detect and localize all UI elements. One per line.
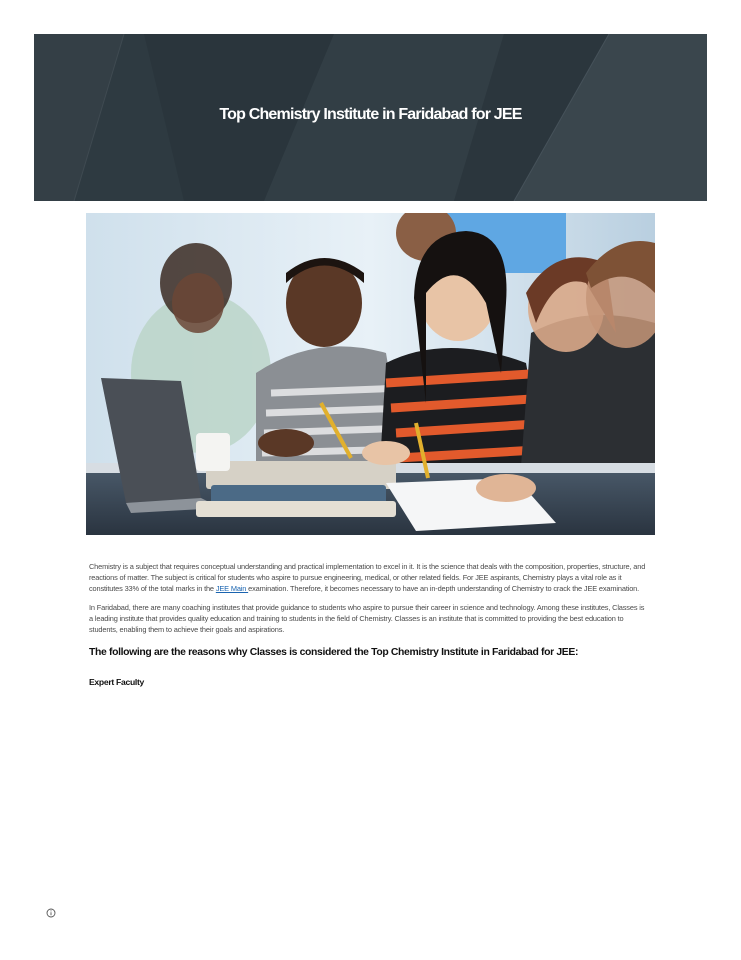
- classroom-photo: [86, 213, 655, 535]
- expert-faculty-heading: Expert Faculty: [89, 677, 145, 687]
- faridabad-paragraph: In Faridabad, there are many coaching institutes that provide guidance to students who aspire to pursue their career in science and technology. Among these institutes, Classes is a leading institute that provides quality education and training to students in the field of Chemistry. Classes is an institute that is committed to providing the best education to students, enabling them to achieve their goals and aspirations.: [89, 603, 645, 634]
- hero-image: [86, 213, 655, 535]
- reasons-subheading: The following are the reasons why Classes is considered the Top Chemistry Institute in Faridabad for JEE:: [89, 647, 579, 658]
- intro-text: Chemistry is a subject that requires conceptual understanding and practical implementation to excel in it. It is the science that deals with the composition, properties, structure, and reactions of matter. The subject is critical for students who aspire to pursue engineering, medical, or other related fields. For JEE aspirants, Chemistry plays a vital role as it constitutes 33% of the total marks in the: [89, 562, 646, 593]
- header-banner: [34, 34, 707, 201]
- intro-text-continued: examination. Therefore, it becomes necessary to have an in-depth understanding of Chemistry to crack the JEE examination.: [248, 584, 640, 593]
- info-icon[interactable]: [46, 905, 56, 915]
- jee-main-link[interactable]: JEE Main: [215, 584, 249, 593]
- intro-paragraph: [89, 561, 649, 594]
- page-title: Top Chemistry Institute in Faridabad for JEE: [219, 106, 522, 123]
- info-icon-graphic: [46, 908, 56, 918]
- article-body: [89, 561, 649, 687]
